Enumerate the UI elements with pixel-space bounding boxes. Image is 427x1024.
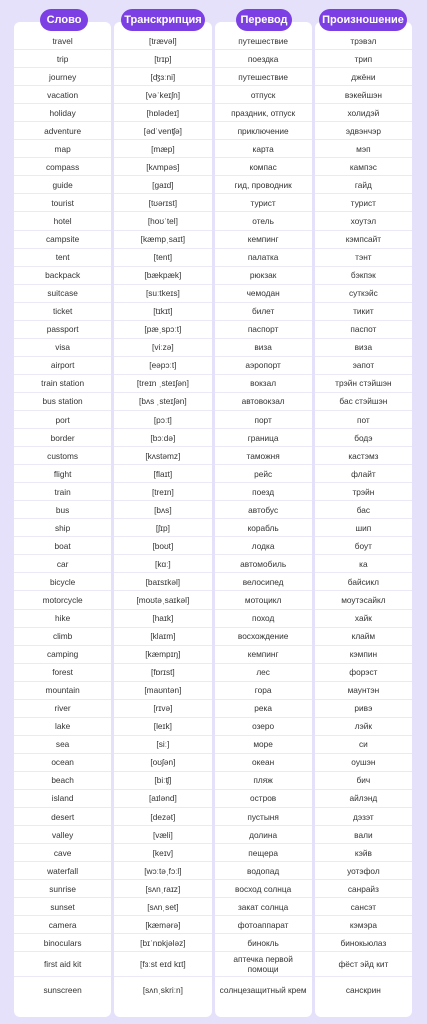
cell-transcription: [haɪk] [114,610,211,628]
cell-translation: водопад [215,862,312,880]
cell-pronunciation: бинокьюлаз [315,934,412,952]
column-translation [215,22,312,1017]
cell-translation: таможня [215,447,312,465]
cell-translation: океан [215,754,312,772]
cell-transcription: [væli] [114,826,211,844]
cell-pronunciation: трип [315,50,412,68]
cell-translation: гид, проводник [215,176,312,194]
cell-translation: приключение [215,122,312,140]
cell-translation: корабль [215,519,312,537]
cell-transcription: [gaɪd] [114,176,211,194]
cell-word: hike [14,610,111,628]
cell-word: adventure [14,122,111,140]
cell-transcription: [pɔːt] [114,411,211,429]
cell-pronunciation: флайт [315,465,412,483]
cell-translation: палатка [215,249,312,267]
cell-word: cave [14,844,111,862]
cell-transcription: [boʊt] [114,537,211,555]
cell-translation: билет [215,303,312,321]
cell-transcription: [maʊntən] [114,682,211,700]
cell-translation: чемодан [215,285,312,303]
cell-transcription: [tent] [114,249,211,267]
cell-translation: кемпинг [215,646,312,664]
cell-pronunciation: сансэт [315,898,412,916]
cell-transcription: [dezət] [114,808,211,826]
header-pronunciation: Произношение [319,9,407,31]
cell-pronunciation: кэйв [315,844,412,862]
cell-word: tourist [14,194,111,212]
cell-transcription: [fɜːst eɪd kɪt] [114,952,211,977]
header-transcription: Транскрипция [121,9,205,31]
cell-translation: восхождение [215,628,312,646]
cell-word: desert [14,808,111,826]
cell-pronunciation: турист [315,194,412,212]
cell-word: climb [14,628,111,646]
cell-translation: пляж [215,772,312,790]
cell-pronunciation: вали [315,826,412,844]
cell-pronunciation: бэкпэк [315,267,412,285]
cell-pronunciation: маунтэн [315,682,412,700]
cell-translation: путешествие [215,32,312,50]
table-header [0,9,427,31]
cell-translation: поездка [215,50,312,68]
cell-pronunciation: трэйн стэйшэн [315,375,412,393]
cell-translation: порт [215,411,312,429]
cell-word: ocean [14,754,111,772]
cell-word: camera [14,916,111,934]
cell-word: border [14,429,111,447]
cell-pronunciation: байсикл [315,573,412,591]
cell-translation: бинокль [215,934,312,952]
cell-word: passport [14,321,111,339]
cell-translation: праздник, отпуск [215,104,312,122]
cell-word: bus station [14,393,111,411]
cell-translation: велосипед [215,573,312,591]
cell-word: bus [14,501,111,519]
cell-pronunciation: бас стэйшэн [315,393,412,411]
column-transcription [114,22,211,1017]
cell-translation: фотоаппарат [215,916,312,934]
cell-translation: рейс [215,465,312,483]
cell-word: sunrise [14,880,111,898]
cell-word: motorcycle [14,591,111,609]
cell-word: river [14,700,111,718]
cell-word: journey [14,68,111,86]
column-word [14,22,111,1017]
cell-translation: закат солнца [215,898,312,916]
cell-transcription: [kʌmpəs] [114,158,211,176]
cell-translation: автовокзал [215,393,312,411]
cell-transcription: [leɪk] [114,718,211,736]
cell-translation: долина [215,826,312,844]
cell-translation: остров [215,790,312,808]
cell-transcription: [eəpɔːt] [114,357,211,375]
cell-translation: отпуск [215,86,312,104]
cell-word: waterfall [14,862,111,880]
cell-word: flight [14,465,111,483]
cell-transcription: [sʌnˌraɪz] [114,880,211,898]
cell-translation: аптечка первой помощи [215,952,312,977]
cell-pronunciation: форэст [315,664,412,682]
cell-word: forest [14,664,111,682]
cell-pronunciation: кэмпсайт [315,231,412,249]
cell-translation: пустыня [215,808,312,826]
cell-transcription: [kæmərə] [114,916,211,934]
cell-pronunciation: кампэс [315,158,412,176]
cell-translation: автомобиль [215,555,312,573]
cell-transcription: [tɪkɪt] [114,303,211,321]
cell-translation: поход [215,610,312,628]
cell-pronunciation: тикит [315,303,412,321]
cell-pronunciation: лэйк [315,718,412,736]
cell-translation: кемпинг [215,231,312,249]
cell-word: holiday [14,104,111,122]
cell-translation: лодка [215,537,312,555]
cell-transcription: [bʌs] [114,501,211,519]
cell-pronunciation: эдвэнчэр [315,122,412,140]
cell-translation: автобус [215,501,312,519]
cell-word: bicycle [14,573,111,591]
cell-translation: вокзал [215,375,312,393]
cell-pronunciation: пот [315,411,412,429]
cell-word: valley [14,826,111,844]
cell-word: port [14,411,111,429]
cell-word: hotel [14,212,111,230]
cell-transcription: [klaɪm] [114,628,211,646]
header-word: Слово [40,9,88,31]
cell-word: sea [14,736,111,754]
cell-transcription: [tʊərɪst] [114,194,211,212]
cell-pronunciation: мэп [315,140,412,158]
cell-transcription: [oʊʃən] [114,754,211,772]
cell-pronunciation: ривэ [315,700,412,718]
cell-word: train station [14,375,111,393]
cell-word: lake [14,718,111,736]
cell-transcription: [suːtkeɪs] [114,285,211,303]
cell-word: ship [14,519,111,537]
cell-pronunciation: трэвэл [315,32,412,50]
cell-pronunciation: си [315,736,412,754]
cell-transcription: [bɔːdə] [114,429,211,447]
cell-translation: виза [215,339,312,357]
cell-pronunciation: дэзэт [315,808,412,826]
cell-transcription: [fɒrɪst] [114,664,211,682]
cell-transcription: [treɪn] [114,483,211,501]
cell-transcription: [treɪn ˌsteɪʃən] [114,375,211,393]
cell-transcription: [hɒlədeɪ] [114,104,211,122]
cell-transcription: [bækpæk] [114,267,211,285]
cell-transcription: [kæmpɪŋ] [114,646,211,664]
cell-word: beach [14,772,111,790]
cell-word: guide [14,176,111,194]
cell-word: map [14,140,111,158]
cell-transcription: [bʌs ˌsteɪʃən] [114,393,211,411]
cell-word: customs [14,447,111,465]
column-pronunciation [315,22,412,1017]
cell-word: visa [14,339,111,357]
cell-transcription: [hoʊˈtel] [114,212,211,230]
cell-word: train [14,483,111,501]
cell-pronunciation: шип [315,519,412,537]
cell-pronunciation: гайд [315,176,412,194]
cell-pronunciation: бич [315,772,412,790]
cell-transcription: [sʌnˌset] [114,898,211,916]
cell-pronunciation: джёни [315,68,412,86]
cell-transcription: [ədˈvenʧə] [114,122,211,140]
vocabulary-table [14,22,412,1017]
header-translation: Перевод [236,9,292,31]
cell-translation: рюкзак [215,267,312,285]
cell-word: campsite [14,231,111,249]
cell-translation: гора [215,682,312,700]
cell-translation: отель [215,212,312,230]
cell-word: mountain [14,682,111,700]
cell-pronunciation: бодэ [315,429,412,447]
cell-pronunciation: фёст эйд кит [315,952,412,977]
cell-pronunciation: ка [315,555,412,573]
cell-word: trip [14,50,111,68]
cell-word: camping [14,646,111,664]
cell-word: sunscreen [43,984,82,995]
cell-transcription: [trɪp] [114,50,211,68]
cell-transcription: [baɪsɪkəl] [114,573,211,591]
cell-transcription: [kæmpˌsaɪt] [114,231,211,249]
cell-word: boat [14,537,111,555]
cell-translation: река [215,700,312,718]
cell-pronunciation: хоутэл [315,212,412,230]
cell-translation: компас [215,158,312,176]
cell-pronunciation: виза [315,339,412,357]
cell-transcription: [aɪlənd] [114,790,211,808]
cell-pronunciation: клайм [315,628,412,646]
cell-word: travel [14,32,111,50]
cell-pronunciation: суткэйс [315,285,412,303]
cell-pronunciation: санрайз [315,880,412,898]
cell-translation: озеро [215,718,312,736]
cell-word: island [14,790,111,808]
cell-translation: турист [215,194,312,212]
cell-translation: лес [215,664,312,682]
cell-pronunciation: айлэнд [315,790,412,808]
cell-pronunciation: уотэфол [315,862,412,880]
cell-transcription: [moʊtəˌsaɪkəl] [114,591,211,609]
cell-word: suitcase [14,285,111,303]
cell-pronunciation: эапот [315,357,412,375]
cell-translation: восход солнца [215,880,312,898]
cell-pronunciation: оушэн [315,754,412,772]
cell-translation: море [215,736,312,754]
cell-translation: пещера [215,844,312,862]
cell-word: sunset [14,898,111,916]
cell-translation: поезд [215,483,312,501]
cell-word: tent [14,249,111,267]
cell-word: car [14,555,111,573]
cell-translation: мотоцикл [215,591,312,609]
cell-pronunciation: кэмпин [315,646,412,664]
cell-pronunciation: бас [315,501,412,519]
cell-translation: граница [215,429,312,447]
cell-pronunciation: трэйн [315,483,412,501]
cell-transcription: [kɑː] [114,555,211,573]
cell-transcription: [mæp] [114,140,211,158]
cell-translation: солнцезащитный крем [219,984,307,995]
cell-translation: аэропорт [215,357,312,375]
cell-pronunciation: кэмэра [315,916,412,934]
cell-transcription: [biːʧ] [114,772,211,790]
cell-word: first aid kit [14,952,111,977]
cell-word: airport [14,357,111,375]
cell-pronunciation: тэнт [315,249,412,267]
cell-translation: паспорт [215,321,312,339]
cell-word: backpack [14,267,111,285]
cell-word: binoculars [14,934,111,952]
cell-transcription: [pæˌspɔːt] [114,321,211,339]
cell-transcription: [wɔːtəˌfɔːl] [114,862,211,880]
cell-transcription: [flaɪt] [114,465,211,483]
cell-translation: путешествие [215,68,312,86]
cell-transcription: [vəˈkeɪʃn] [114,86,211,104]
cell-word: ticket [14,303,111,321]
cell-transcription: [rɪvə] [114,700,211,718]
cell-transcription: [bɪˈnɒkjələz] [114,934,211,952]
cell-transcription: [viːzə] [114,339,211,357]
cell-pronunciation: паспот [315,321,412,339]
cell-pronunciation: санскрин [345,984,381,995]
cell-word: compass [14,158,111,176]
cell-pronunciation: вэкейшэн [315,86,412,104]
cell-transcription: [ʃɪp] [114,519,211,537]
cell-transcription: [siː] [114,736,211,754]
cell-translation: карта [215,140,312,158]
cell-pronunciation: хайк [315,610,412,628]
cell-transcription: [ʤɜːni] [114,68,211,86]
cell-transcription: [kʌstəmz] [114,447,211,465]
cell-pronunciation: кастэмз [315,447,412,465]
cell-pronunciation: моутэсайкл [315,591,412,609]
cell-transcription: [keɪv] [114,844,211,862]
cell-transcription: [trævəl] [114,32,211,50]
cell-word: vacation [14,86,111,104]
cell-pronunciation: боут [315,537,412,555]
cell-pronunciation: холидэй [315,104,412,122]
cell-transcription: [sʌnˌskriːn] [142,984,183,995]
